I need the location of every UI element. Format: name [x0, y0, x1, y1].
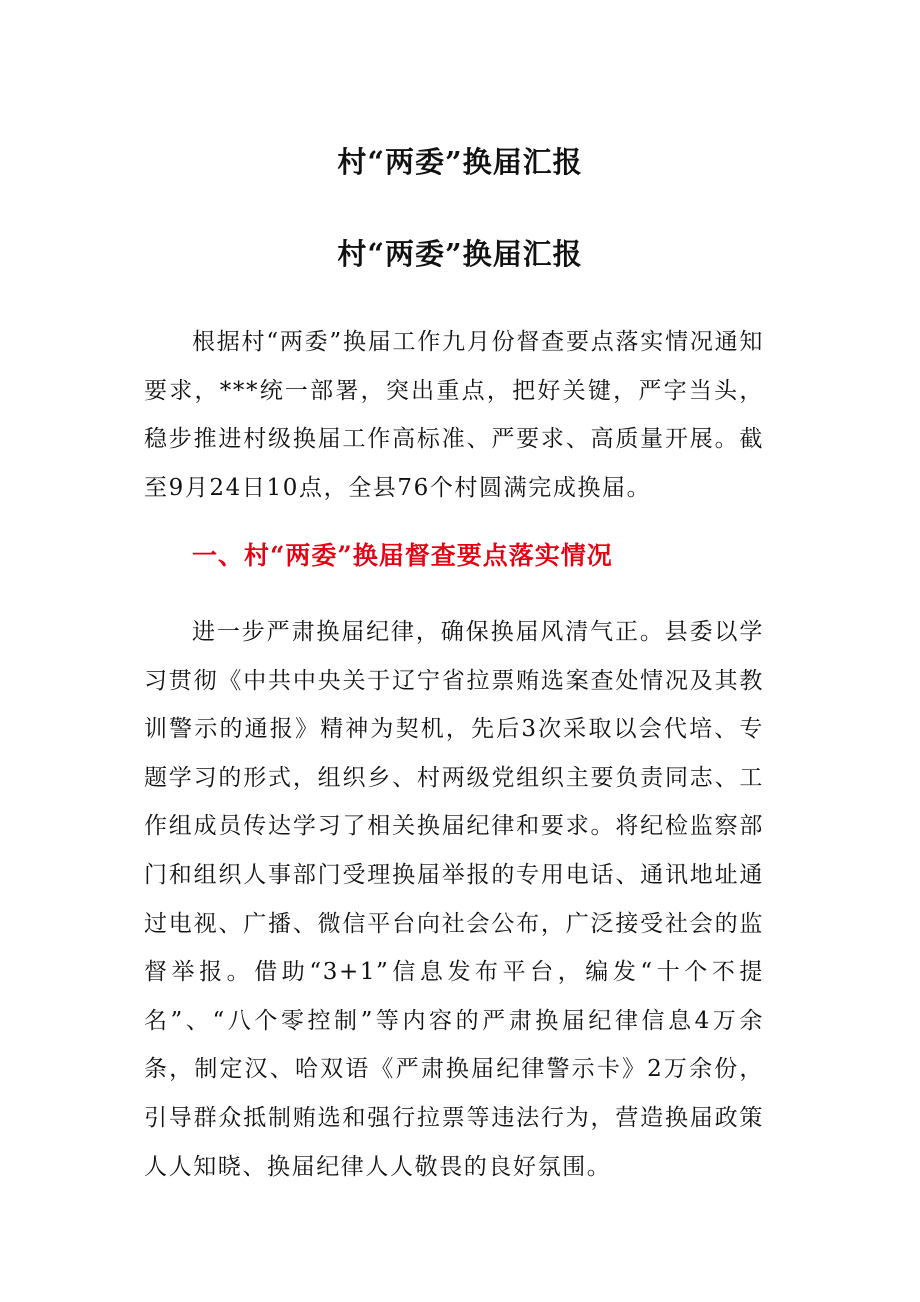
- document-subtitle: 村“两委”换届汇报: [337, 237, 583, 271]
- intro-paragraph: 根据村“两委”换届工作九月份督查要点落实情况通知要求，***统一部署，突出重点，把好关键，严字当头，稳步推进村级换届工作高标准、严要求、高质量开展。截至9月24日10点，全县76个村圆满完成换届。: [144, 329, 764, 501]
- section-paragraph: 进一步严肃换届纪律，确保换届风清气正。县委以学习贯彻《中共中央关于辽宁省拉票贿选案查处情况及其教训警示的通报》精神为契机，先后3次采取以会代培、专题学习的形式，组织乡、村两级党组织主要负责同志、工作组成员传达学习了相关换届纪律和要求。将纪检监察部门和组织人事部门受理换届举报的专用电话、通讯地址通过电视、广播、微信平台向社会公布，广泛接受社会的监督举报。借助“3+1”信息发布平台，编发“十个不提名”、“八个零控制”等内容的严肃换届纪律信息4万余条，制定汉、哈双语《严肃换届纪律警示卡》2万余份，引导群众抵制贿选和强行拉票等违法行为，营造换届政策人人知晓、换届纪律人人敬畏的良好氛围。: [144, 619, 764, 1180]
- document-title: 村“两委”换届汇报: [337, 145, 583, 179]
- section-heading: 一、村“两委”换届督查要点落实情况: [192, 541, 613, 570]
